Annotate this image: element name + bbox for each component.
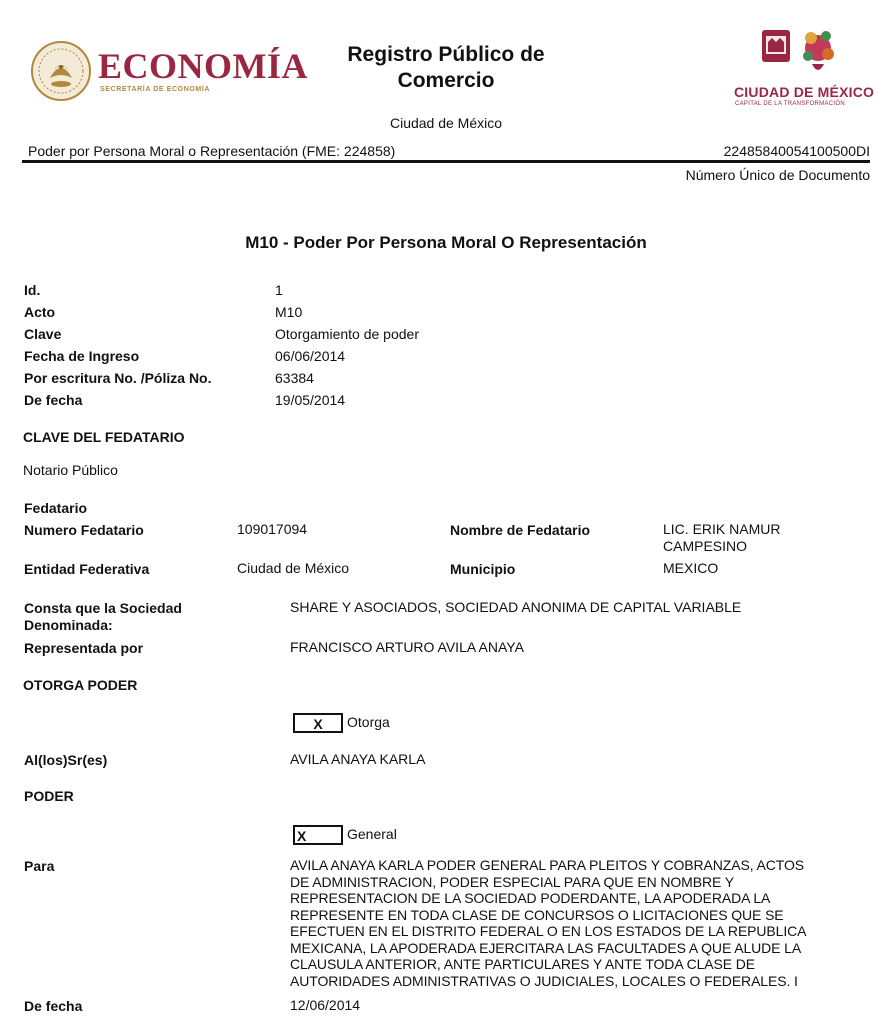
numero-fedatario-label: Numero Fedatario [24, 522, 144, 538]
numero-fedatario-value: 109017094 [237, 521, 308, 537]
otorga-check-label: Otorga [347, 714, 390, 730]
para-label: Para [24, 858, 55, 874]
para-line: CLAUSULA ANTERIOR, ANTE PARTICULARES Y ANTE TODA CLASE DE [290, 956, 756, 972]
poder-check-label: General [347, 826, 397, 842]
coat-of-arms-icon [30, 40, 92, 102]
cdmx-logo-word: CIUDAD DE MÉXICO [734, 84, 875, 100]
sociedad-label [24, 600, 182, 634]
nombre-fedatario-line2: CAMPESINO [663, 538, 748, 554]
field-label: Fecha de Ingreso [24, 348, 140, 364]
cdmx-logo [730, 24, 875, 114]
page-title [300, 42, 592, 94]
section-clave-fedatario: CLAVE DEL FEDATARIO [23, 429, 185, 445]
municipio-label: Municipio [450, 561, 516, 577]
para-line: MEXICANA, LA APODERADA EJERCITARA LAS FACULTADES A QUE ALUDE LA [290, 939, 802, 956]
para-line: AUTORIDADES ADMINISTRATIVAS O JUDICIALES, LOCALES O FEDERALES. I [290, 972, 798, 989]
para-line: EFECTUEN EN EL DISTRITO FEDERAL O EN LOS ESTADOS DE LA REPUBLICA [290, 923, 807, 939]
economia-logo-word: ECONOMÍA [98, 46, 308, 86]
field-label: De fecha [24, 392, 83, 408]
representada-value: FRANCISCO ARTURO AVILA ANAYA [290, 639, 524, 655]
sociedad-value: SHARE Y ASOCIADOS, SOCIEDAD ANONIMA DE CAPITAL VARIABLE [290, 599, 742, 615]
otorga-check-mark: X [313, 716, 323, 732]
nombre-fedatario-line1: LIC. ERIK NAMUR [663, 521, 781, 537]
economia-logo-sub: SECRETARÍA DE ECONOMÍA [100, 86, 211, 93]
document-title: M10 - Poder Por Persona Moral O Representación [245, 233, 647, 252]
cdmx-logo-sub: CAPITAL DE LA TRANSFORMACIÓN [735, 101, 845, 107]
field-label: Id. [24, 282, 41, 298]
para-value [290, 857, 870, 989]
poder-de-fecha-value: 12/06/2014 [290, 997, 361, 1013]
cdmx-emblem-icon [756, 24, 846, 82]
fedatario-heading: Fedatario [24, 500, 88, 516]
field-value: 63384 [275, 370, 314, 386]
field-label: Clave [24, 326, 62, 342]
poder-checkbox [293, 825, 343, 845]
nombre-fedatario-value [663, 521, 780, 555]
poder-check-mark: X [297, 828, 307, 844]
fedatario-type: Notario Público [23, 462, 118, 478]
field-value: 19/05/2014 [275, 392, 346, 408]
nombre-fedatario-label: Nombre de Fedatario [450, 522, 591, 538]
entidad-label: Entidad Federativa [24, 561, 150, 577]
entidad-value: Ciudad de México [237, 560, 350, 576]
page-title-line2: Comercio [397, 69, 495, 92]
field-label: Acto [24, 304, 56, 320]
page-title-line1: Registro Público de [347, 43, 545, 66]
para-line: AVILA ANAYA KARLA PODER GENERAL PARA PLEITOS Y COBRANZAS, ACTOS [290, 857, 804, 873]
header-divider [22, 160, 870, 163]
field-value: 06/06/2014 [275, 348, 346, 364]
document-type: Poder por Persona Moral o Representación (FME: 224858) [28, 143, 396, 159]
representada-label: Representada por [24, 640, 144, 656]
field-label: Por escritura No. /Póliza No. [24, 370, 212, 386]
field-value: M10 [275, 304, 303, 320]
field-value: Otorgamiento de poder [275, 326, 419, 342]
al-senores-label: Al(los)Sr(es) [24, 752, 108, 768]
para-line: DE ADMINISTRACION, PODER ESPECIAL PARA QUE EN NOMBRE Y [290, 873, 734, 890]
sociedad-label-line2: Denominada: [24, 617, 113, 633]
section-poder: PODER [24, 788, 74, 804]
field-value: 1 [275, 282, 283, 298]
economia-logo [30, 40, 308, 102]
para-line: REPRESENTE EN TODA CLASE DE CONCURSOS O LICITACIONES QUE SE [290, 906, 784, 923]
otorga-checkbox [293, 713, 343, 733]
document-number-caption: Número Único de Documento [685, 167, 870, 183]
document-number: 22485840054100500DI [723, 143, 870, 159]
poder-de-fecha-label: De fecha [24, 998, 83, 1014]
al-senores-value: AVILA ANAYA KARLA [290, 751, 426, 767]
page-subtitle: Ciudad de México [389, 115, 503, 131]
para-line: REPRESENTACION DE LA SOCIEDAD PODERDANTE, LA APODERADA LA [290, 890, 771, 906]
sociedad-label-line1: Consta que la Sociedad [24, 600, 182, 616]
municipio-value: MEXICO [663, 560, 719, 576]
section-otorga-poder: OTORGA PODER [23, 677, 138, 693]
